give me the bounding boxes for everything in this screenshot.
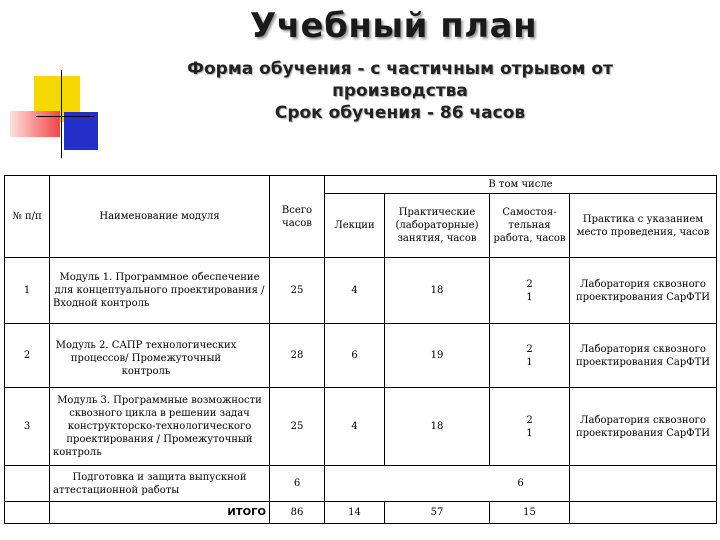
row-self-a: 2 xyxy=(526,343,533,355)
row-num: 1 xyxy=(5,258,50,324)
col-header-num: № п/п xyxy=(5,176,50,258)
header-row-1 xyxy=(5,176,717,194)
table-row-final-attestation xyxy=(5,466,717,502)
subtitle-block xyxy=(160,58,640,124)
decor-vertical-line xyxy=(61,70,62,158)
row-total: 28 xyxy=(270,324,325,388)
row-practical: 18 xyxy=(385,258,490,324)
col-header-practical: Практические (лабораторные) занятия, часов xyxy=(385,194,490,258)
row-self-merged: 6 xyxy=(325,466,570,502)
col-header-lectures: Лекции xyxy=(325,194,385,258)
table-row-totals xyxy=(5,502,717,524)
totals-label: ИТОГО xyxy=(50,502,270,524)
table-row xyxy=(5,388,717,466)
totals-total: 86 xyxy=(270,502,325,524)
subtitle-line-2: производства xyxy=(332,81,468,101)
row-total: 25 xyxy=(270,258,325,324)
row-self-b: 1 xyxy=(526,427,533,439)
row-practical: 18 xyxy=(385,388,490,466)
totals-practical: 57 xyxy=(385,502,490,524)
totals-practice-empty xyxy=(570,502,717,524)
row-module-name: Подготовка и защита выпускной аттестационной работы xyxy=(50,466,270,502)
col-header-total: Всего часов xyxy=(270,176,325,258)
row-self-b: 1 xyxy=(526,356,533,368)
row-self-a: 2 xyxy=(526,414,533,426)
table-row xyxy=(5,324,717,388)
decor-blue-square xyxy=(64,112,98,150)
row-module-name: Модуль 1. Программное обеспечение для концептуального проектирования / Входной контроль xyxy=(50,258,270,324)
col-header-self: Самостоя-тельная работа, часов xyxy=(490,194,570,258)
row-lectures: 4 xyxy=(325,388,385,466)
row-num: 2 xyxy=(5,324,50,388)
page-title: Учебный план xyxy=(250,6,538,46)
col-header-group: В том числе xyxy=(325,176,717,194)
subtitle-line-3: Срок обучения - 86 часов xyxy=(274,103,526,123)
row-practice: Лаборатория сквозного проектирования СарФТИ xyxy=(570,388,717,466)
decor-red-bar xyxy=(10,111,60,137)
row-num-empty xyxy=(5,502,50,524)
row-self-b: 1 xyxy=(526,291,533,303)
row-module-name: Модуль 3. Программные возможности сквозного цикла в решении задач конструкторско-технологического проектирования / Промежуточный контроль xyxy=(50,388,270,466)
row-lectures: 4 xyxy=(325,258,385,324)
row-module-name: Модуль 2. САПР технологических процессов/ Промежуточный контроль xyxy=(50,324,270,388)
col-header-practice: Практика с указанием место проведения, часов xyxy=(570,194,717,258)
row-self xyxy=(490,324,570,388)
table-row xyxy=(5,258,717,324)
row-num-empty xyxy=(5,466,50,502)
subtitle-line-1: Форма обучения - с частичным отрывом от xyxy=(187,59,613,79)
row-practice-empty xyxy=(570,466,717,502)
row-total: 6 xyxy=(270,466,325,502)
row-practice: Лаборатория сквозного проектирования СарФТИ xyxy=(570,258,717,324)
row-total: 25 xyxy=(270,388,325,466)
totals-self: 15 xyxy=(490,502,570,524)
row-num: 3 xyxy=(5,388,50,466)
row-lectures: 6 xyxy=(325,324,385,388)
decor-horizontal-line xyxy=(36,116,94,117)
row-self xyxy=(490,258,570,324)
col-header-name: Наименование модуля xyxy=(50,176,270,258)
row-self xyxy=(490,388,570,466)
row-self-a: 2 xyxy=(526,278,533,290)
row-practice: Лаборатория сквозного проектирования СарФТИ xyxy=(570,324,717,388)
row-practical: 19 xyxy=(385,324,490,388)
curriculum-table xyxy=(4,175,717,524)
totals-lectures: 14 xyxy=(325,502,385,524)
